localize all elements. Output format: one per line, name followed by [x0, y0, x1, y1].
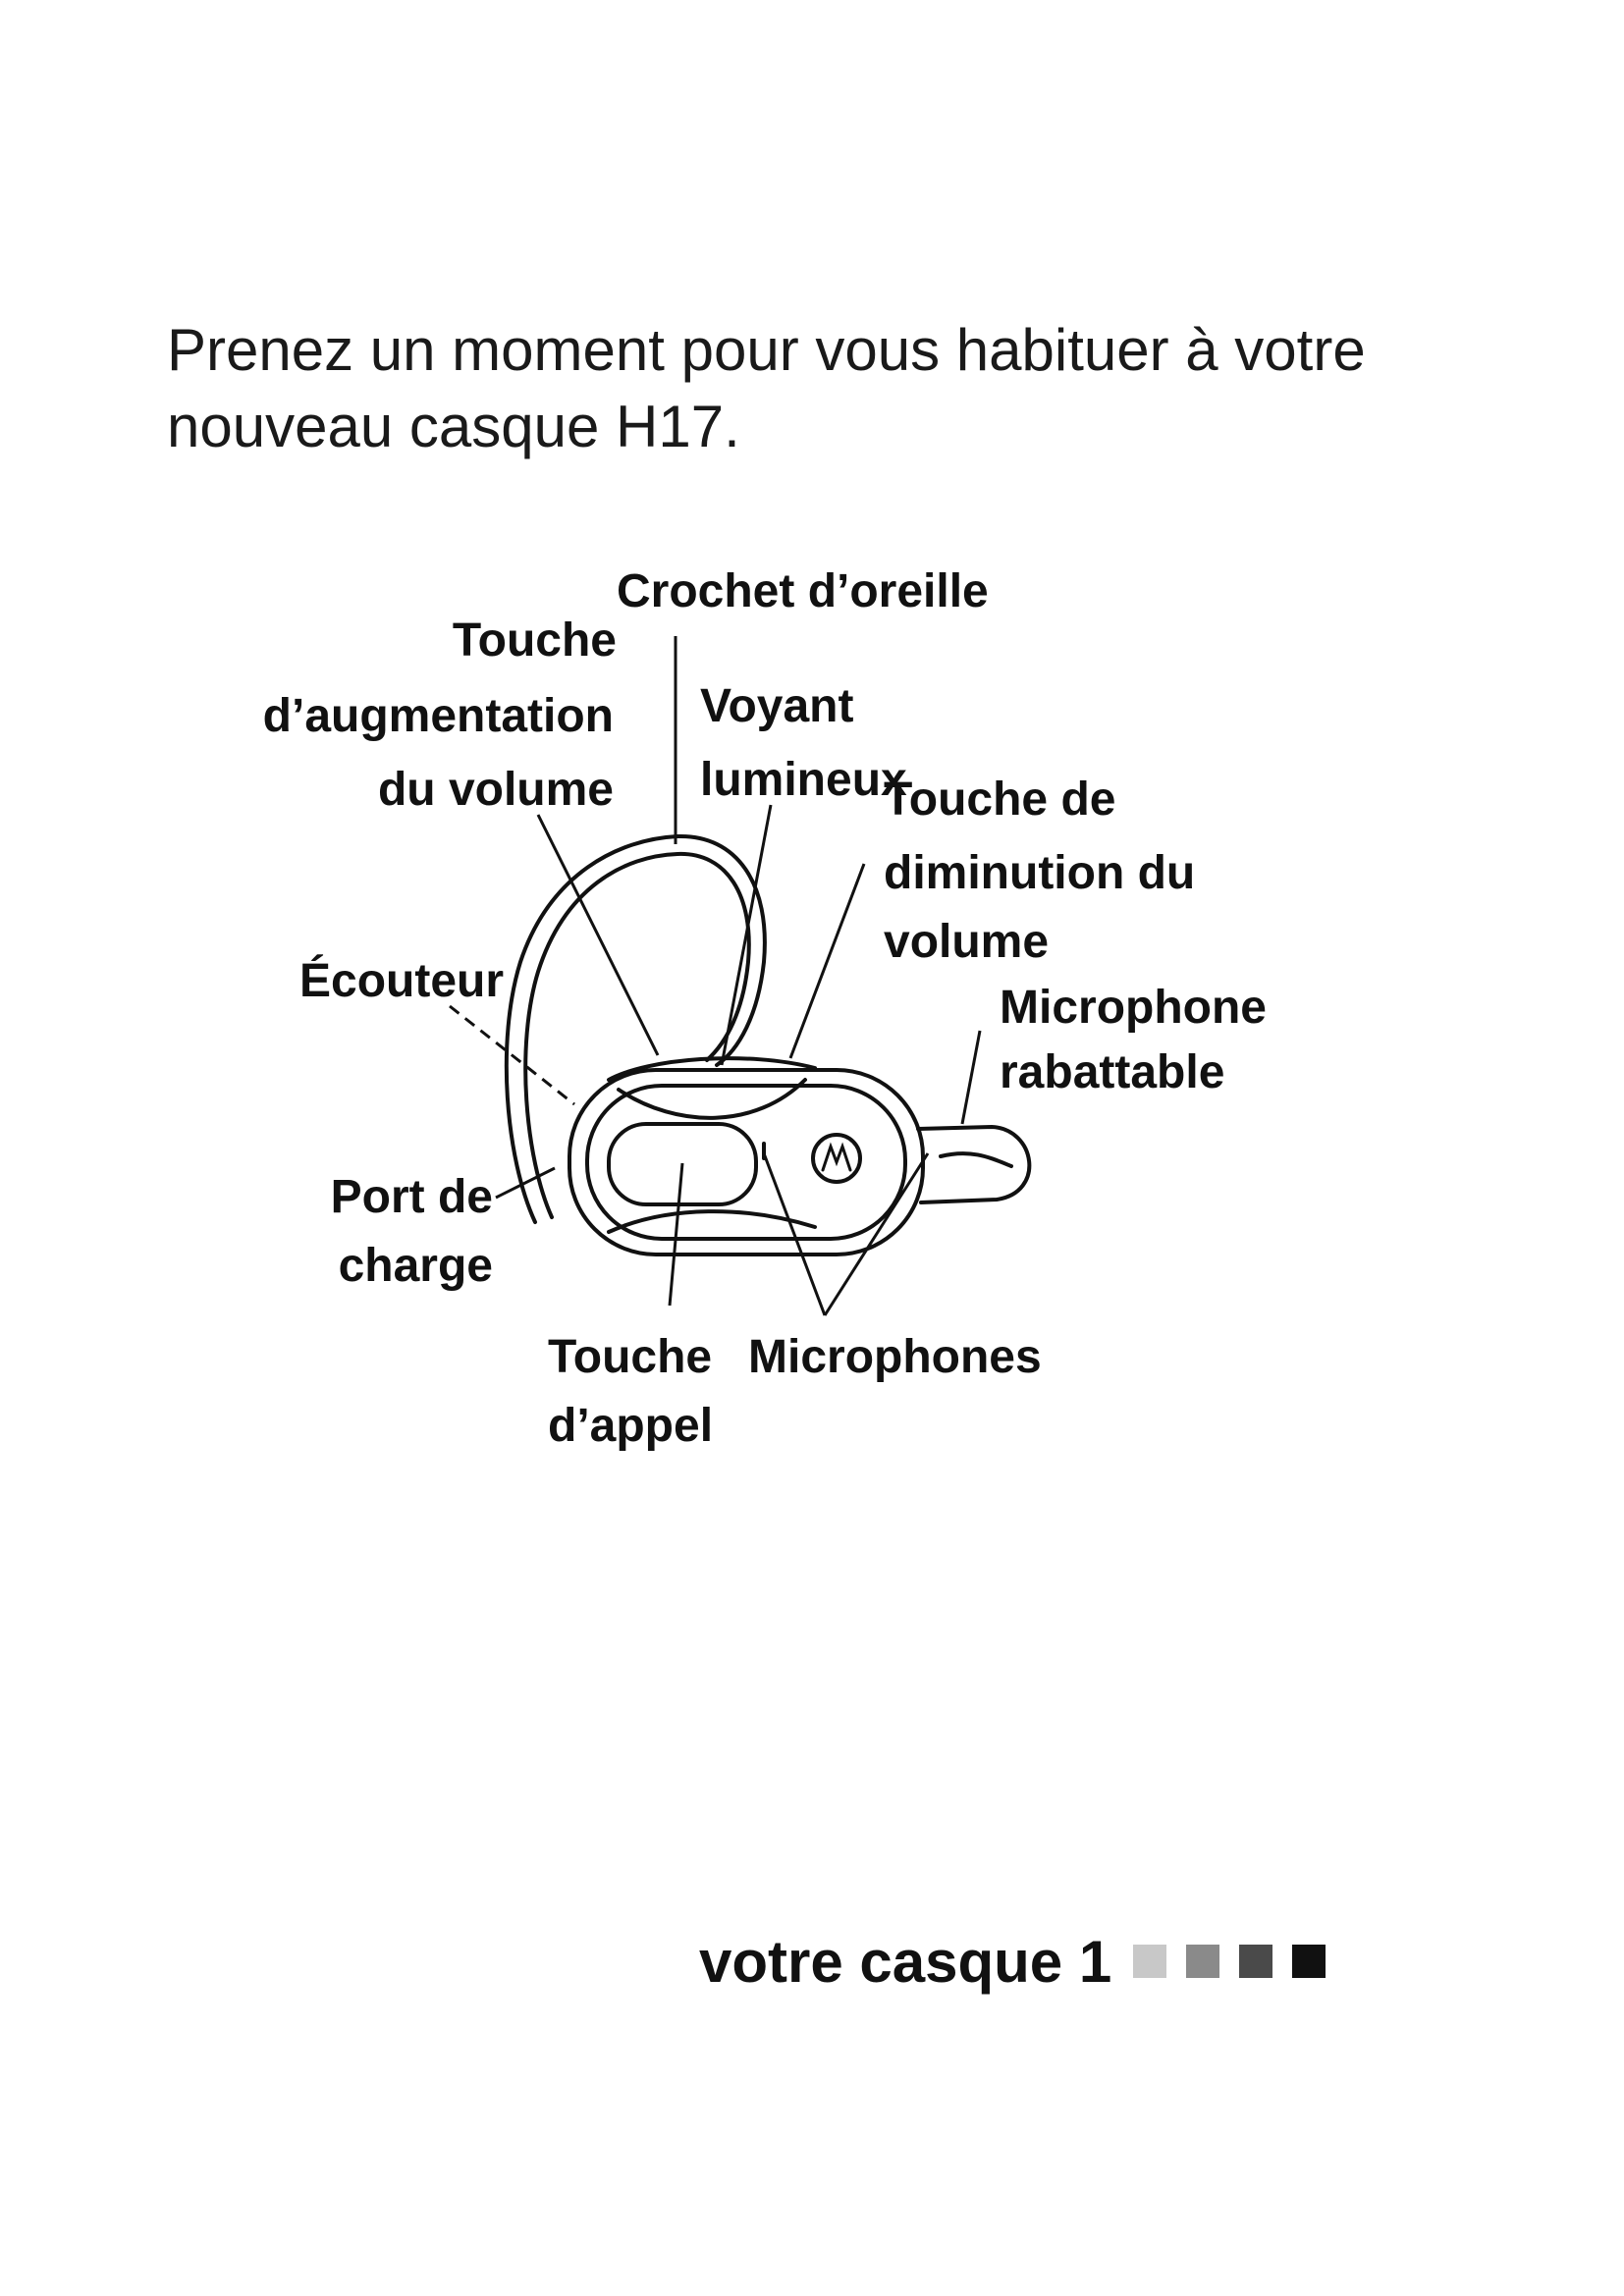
logo-mark: [823, 1147, 850, 1170]
leader-volume-down: [790, 864, 864, 1058]
boom-mic-slot: [941, 1153, 1011, 1166]
leader-boom-mic: [962, 1031, 980, 1124]
label-volume-up-3: du volume: [377, 764, 614, 816]
label-microphones: Microphones: [748, 1331, 1042, 1383]
label-touche-appel-2: d’appel: [548, 1400, 714, 1452]
label-microphone-rabattable-1: Microphone: [1000, 982, 1267, 1034]
label-voyant-1: Voyant: [700, 680, 854, 732]
label-ecouteur: Écouteur: [299, 955, 505, 1007]
ear-hook: [507, 836, 765, 1222]
label-volume-up-2: d’augmentation: [262, 690, 614, 742]
label-volume-down-1: Touche de: [884, 774, 1116, 826]
label-volume-down-3: volume: [884, 916, 1050, 968]
leader-appel: [670, 1163, 682, 1306]
page-marker-square-2: [1186, 1945, 1219, 1978]
footer-title-text: votre casque: [699, 1928, 1063, 1995]
page-footer: [699, 1922, 1345, 2001]
ear-hook-inner: [525, 854, 749, 1217]
label-touche-appel-1: Touche: [548, 1331, 713, 1383]
label-volume-up-1: Touche: [452, 614, 617, 667]
leader-ecouteur: [450, 1006, 574, 1104]
label-port-charge-1: Port de: [330, 1171, 493, 1223]
intro-line-2: nouveau casque H17.: [167, 394, 740, 459]
leader-volume-up: [538, 815, 658, 1055]
page-marker-square-1: [1133, 1945, 1166, 1978]
footer-section-title: [699, 1928, 1111, 1996]
page-marker-square-3: [1239, 1945, 1272, 1978]
headset-bottom-curve: [609, 1211, 815, 1232]
label-port-charge-2: charge: [338, 1240, 493, 1292]
leader-mic-2: [825, 1153, 928, 1315]
label-microphone-rabattable-2: rabattable: [1000, 1046, 1225, 1098]
headset-body-inner: [587, 1086, 905, 1239]
label-crochet-oreille: Crochet d’oreille: [617, 565, 989, 617]
boom-microphone: [918, 1127, 1029, 1202]
intro-line-1: Prenez un moment pour vous habituer à votre: [167, 317, 1366, 383]
page-marker-square-4: [1292, 1945, 1326, 1978]
page-number: 1: [1078, 1928, 1112, 1995]
label-volume-down-2: diminution du: [884, 847, 1196, 899]
label-voyant-2: lumineux: [700, 754, 907, 806]
leader-mic-1: [764, 1153, 825, 1315]
